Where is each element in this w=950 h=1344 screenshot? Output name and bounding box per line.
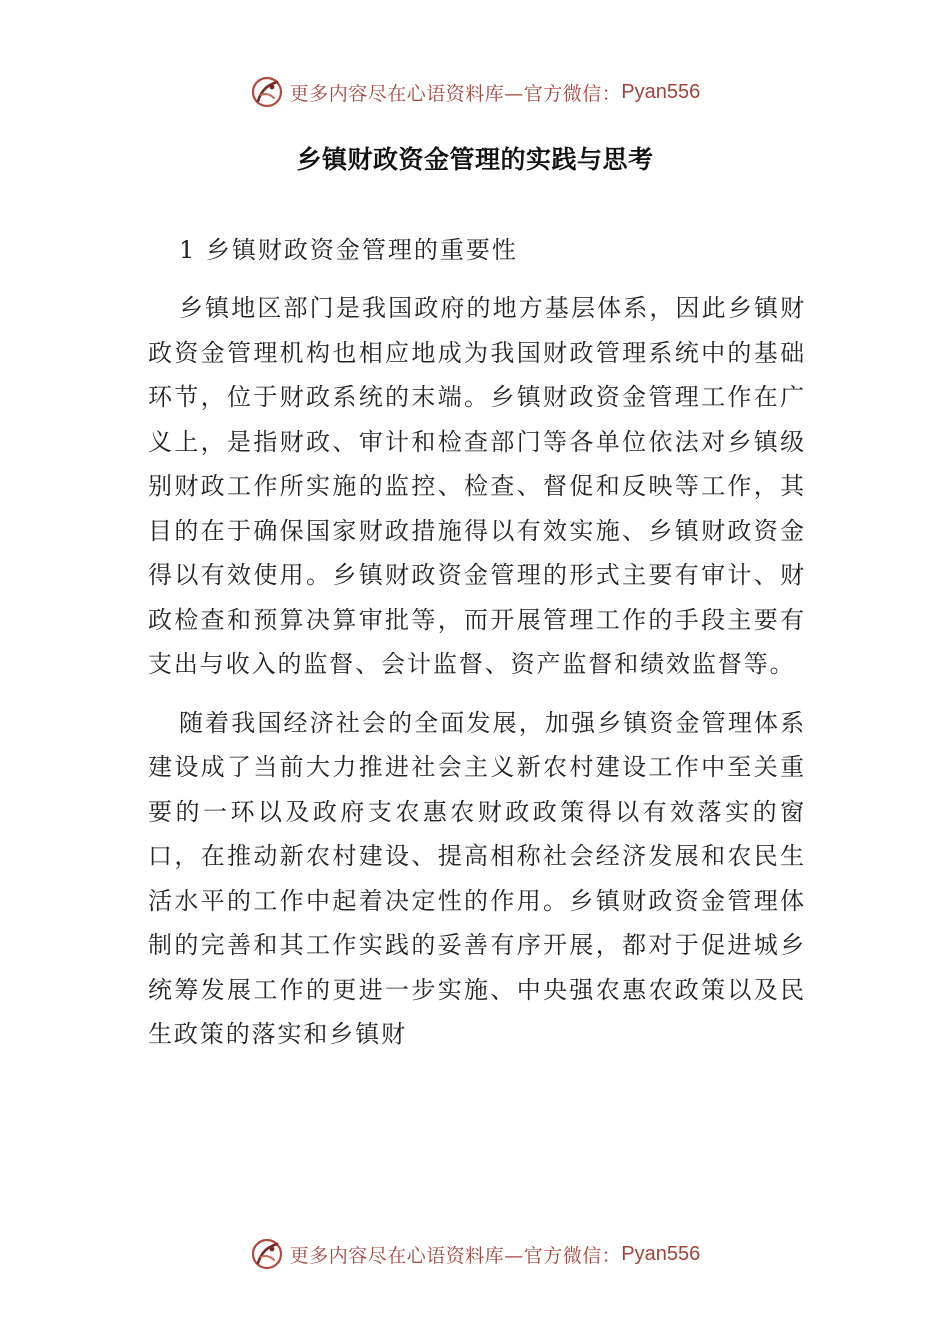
- section-heading: 1 乡镇财政资金管理的重要性: [179, 236, 518, 264]
- header-banner-text: 更多内容尽在心语资料库—官方微信：: [289, 82, 622, 105]
- brand-logo-icon: [250, 1237, 284, 1271]
- document-title: 乡镇财政资金管理的实践与思考: [296, 145, 654, 174]
- header-banner: [0, 72, 950, 112]
- paragraph: 随着我国经济社会的全面发展，加强乡镇资金管理体系建设成了当前大力推进社会主义新农村建设工作中至关重要的一环以及政府支农惠农财政政策得以有效落实的窗口，在推动新农村建设、提高相称社会经济发展和农民生活水平的工作中起着决定性的作用。乡镇财政资金管理体制的完善和其工作实践的妥善有序开展，都对于促进城乡统筹发展工作的更进一步实施、中央强农惠农政策以及民生政策的落实和乡镇财: [148, 708, 806, 1048]
- footer-banner: [0, 1234, 950, 1274]
- footer-banner-text: 更多内容尽在心语资料库—官方微信：: [289, 1244, 622, 1267]
- footer-wechat-id: Pyan556: [621, 1242, 701, 1265]
- paragraph: 乡镇地区部门是我国政府的地方基层体系，因此乡镇财政资金管理机构也相应地成为我国财政管理系统中的基础环节，位于财政系统的末端。乡镇财政资金管理工作在广义上，是指财政、审计和检查部门等各单位依法对乡镇级别财政工作所实施的监控、检查、督促和反映等工作，其目的在于确保国家财政措施得以有效实施、乡镇财政资金得以有效使用。乡镇财政资金管理的形式主要有审计、财政检查和预算决算审批等，而开展管理工作的手段主要有支出与收入的监督、会计监督、资产监督和绩效监督等。: [148, 294, 806, 678]
- brand-logo-icon: [250, 75, 284, 109]
- header-wechat-id: Pyan556: [621, 80, 701, 103]
- document-body: [148, 228, 806, 1071]
